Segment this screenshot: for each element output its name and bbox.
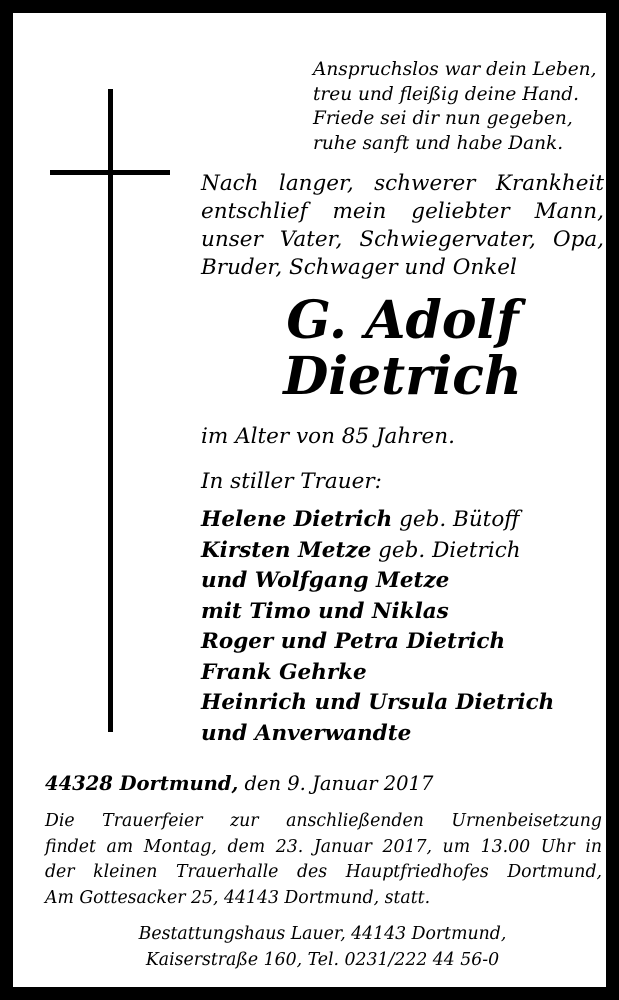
announcement-line: Nach langer, schwerer Krankheit bbox=[201, 171, 604, 196]
family-member-name: und Anverwandte bbox=[201, 720, 412, 746]
memorial-poem bbox=[313, 58, 613, 156]
family-member bbox=[201, 719, 604, 750]
announcement-line: entschlief mein geliebter Mann, bbox=[201, 199, 604, 224]
family-member bbox=[201, 536, 604, 567]
family-member bbox=[201, 597, 604, 628]
family-member bbox=[201, 658, 604, 689]
ceremony-line: Die Trauerfeier zur anschließenden Urnenbeisetzung bbox=[45, 811, 602, 831]
undertaker-info bbox=[45, 921, 600, 973]
death-announcement bbox=[201, 170, 604, 282]
announcement-line: unser Vater, Schwiegervater, Opa, bbox=[201, 227, 604, 252]
family-member-name: Heinrich und Ursula Dietrich bbox=[201, 690, 555, 715]
family-list bbox=[201, 505, 604, 749]
family-member-name: und Wolfgang Metze bbox=[201, 568, 450, 593]
family-member-name: mit Timo und Niklas bbox=[201, 598, 449, 624]
family-member bbox=[201, 627, 604, 658]
poem-line: Anspruchslos war dein Leben, bbox=[313, 59, 597, 80]
cross-vertical-bar bbox=[108, 89, 113, 732]
place-date: den 9. Januar 2017 bbox=[238, 772, 434, 795]
ceremony-line: Am Gottesacker 25, 44143 Dortmund, statt. bbox=[45, 887, 431, 908]
ceremony-line: findet am Montag, dem 23. Januar 2017, um 13.00 Uhr in bbox=[45, 836, 602, 857]
family-member-name: Kirsten Metze bbox=[201, 537, 372, 563]
mourning-label: In stiller Trauer: bbox=[201, 469, 382, 494]
place-city: 44328 Dortmund, bbox=[45, 772, 239, 795]
deceased-first-name: G. Adolf bbox=[286, 290, 519, 351]
deceased-name bbox=[201, 290, 604, 407]
poem-line: Friede sei dir nun gegeben, bbox=[313, 108, 573, 129]
family-member bbox=[201, 688, 604, 719]
family-member bbox=[201, 566, 604, 597]
cross-horizontal-bar bbox=[50, 170, 170, 175]
deceased-last-name: Dietrich bbox=[283, 346, 522, 407]
family-member-name: Helene Dietrich bbox=[201, 507, 393, 532]
announcement-line: Bruder, Schwager und Onkel bbox=[201, 255, 517, 280]
family-member-name: Roger und Petra Dietrich bbox=[201, 629, 506, 654]
poem-line: treu und fleißig deine Hand. bbox=[313, 83, 580, 105]
family-member-name: Frank Gehrke bbox=[201, 659, 367, 685]
family-member-note: geb. Bütoff bbox=[392, 507, 520, 532]
undertaker-line: Kaiserstraße 160, Tel. 0231/222 44 56-0 bbox=[145, 950, 500, 970]
age-text: im Alter von 85 Jahren. bbox=[201, 424, 455, 449]
poem-line: ruhe sanft und habe Dank. bbox=[313, 132, 564, 154]
ceremony-info bbox=[45, 809, 602, 911]
undertaker-line: Bestattungshaus Lauer, 44143 Dortmund, bbox=[138, 924, 507, 944]
ceremony-line: der kleinen Trauerhalle des Hauptfriedhofes Dortmund, bbox=[45, 862, 602, 882]
place-date-line bbox=[45, 771, 605, 797]
family-member-note: geb. Dietrich bbox=[371, 537, 521, 563]
family-member bbox=[201, 505, 604, 536]
